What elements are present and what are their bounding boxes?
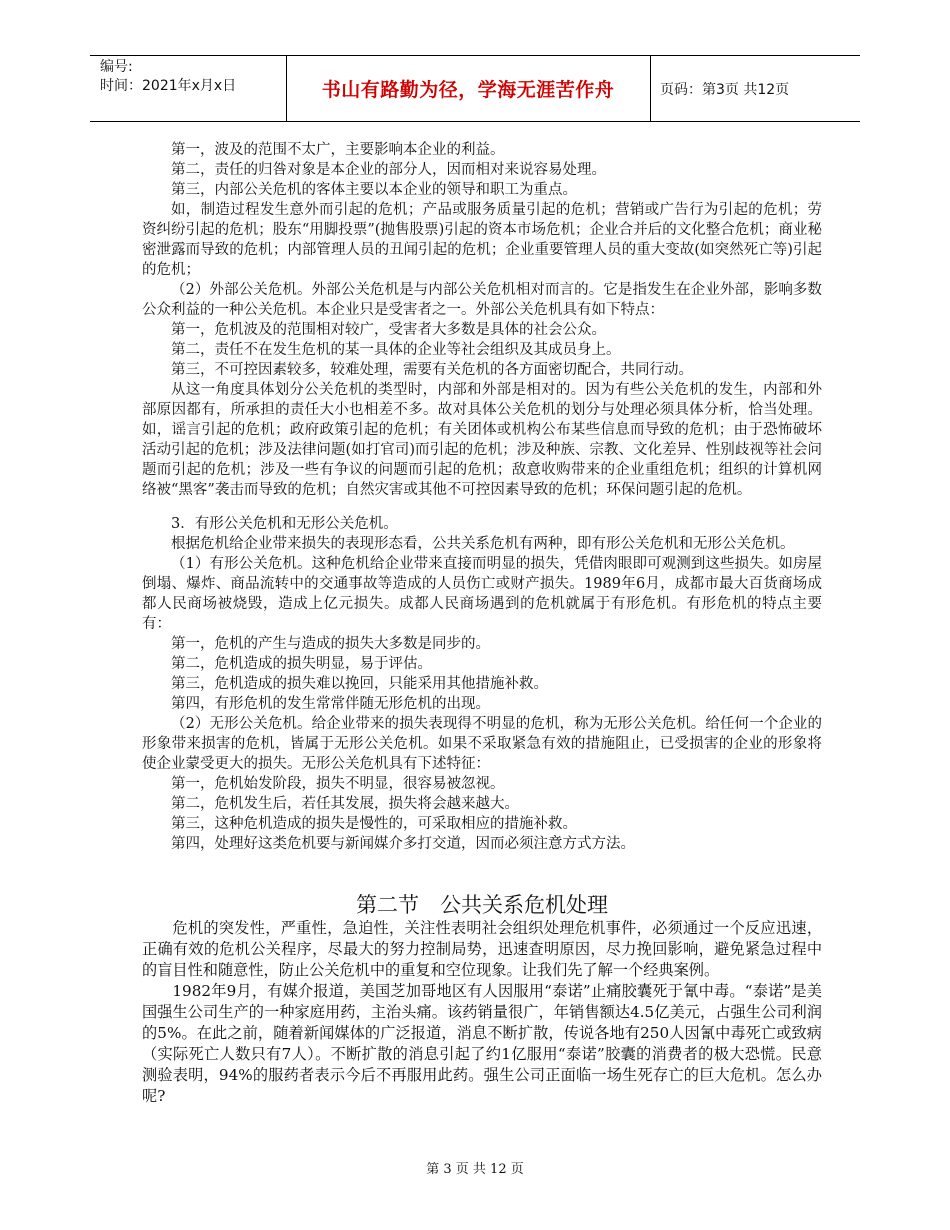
header-line-top xyxy=(90,55,860,56)
paragraph: 第一，波及的范围不太广，主要影响本企业的利益。 xyxy=(171,142,505,158)
paragraph: 第三，内部公关危机的客体主要以本企业的领导和职工为重点。 xyxy=(171,182,577,198)
paragraph: 第二，责任的归咎对象是本企业的部分人，因而相对来说容易处理。 xyxy=(171,162,606,178)
page-footer: 第 3 页 共 12 页 xyxy=(426,1162,524,1177)
paragraph: 第三，不可控因素较多，较难处理，需要有关危机的各方面密切配合，共同行动。 xyxy=(171,362,693,378)
doc-number-label: 编号: xyxy=(100,59,133,75)
paragraph: 第三，这种危机造成的损失是慢性的，可采取相应的措施补救。 xyxy=(171,816,577,832)
paragraph: 第二，危机发生后，若任其发展，损失将会越来越大。 xyxy=(171,796,519,812)
paragraph: 第四，处理好这类危机要与新闻媒介多打交道，因而必须注意方式方法。 xyxy=(171,836,635,852)
paragraph: 如，制造过程发生意外而引起的危机；产品或服务质量引起的危机；营销或广告行为引起的危机；劳资纠纷引起的危机；股东“用脚投票”(抛售股票)引起的资本市场危机；企业合并后的文化整合危机；商业秘密泄露而导致的危机；内部管理人员的丑闻引起的危机；企业重要管理人员的重大变故(如突然死亡等)引起的危机； xyxy=(142,202,822,278)
paragraph: 危机的突发性，严重性，急迫性，关注性表明社会组织处理危机事件，必须通过一个反应迅速，正确有效的危机公关程序，尽最大的努力控制局势，迅速查明原因，尽力挽回影响，避免紧急过程中的盲目性和随意性，防止公关危机中的重复和空位现象。让我们先了解一个经典案例。 xyxy=(142,919,822,979)
paragraph: 第一，危机波及的范围相对较广，受害者大多数是具体的社会公众。 xyxy=(171,322,606,338)
doc-time-label: 时间：2021年x月x日 xyxy=(100,78,237,94)
header-motto: 书山有路勤为径，学海无涯苦作舟 xyxy=(321,79,615,101)
paragraph: （2）外部公关危机。外部公关危机是与内部公关危机相对而言的。它是指发生在企业外部，影响多数公众利益的一种公关危机。本企业只是受害者之一。外部公关危机具有如下特点： xyxy=(142,282,822,318)
header-meta xyxy=(100,58,236,96)
paragraph: 1982年9月，有媒介报道，美国芝加哥地区有人因服用“泰诺”止痛胶囊死于氰中毒。“泰诺”是美国强生公司生产的一种家庭用药，主治头痛。该药销量很广，年销售额达4.5亿美元，占强生公司利润的5%。在此之前，随着新闻媒体的广泛报道，消息不断扩散，传说各地有250人因氰中毒死亡或致病（实际死亡人数只有7人）。不断扩散的消息引起了约1亿服用“泰诺”胶囊的消费者的极大恐慌。民意测验表明，94%的服药者表示今后不再服用此药。强生公司正面临一场生死存亡的巨大危机。怎么办呢? xyxy=(142,982,822,1105)
paragraph: 根据危机给企业带来损失的表现形态看，公共关系危机有两种，即有形公关危机和无形公关危机。 xyxy=(171,536,795,552)
document-body xyxy=(142,140,822,1107)
paragraph: 第一，危机的产生与造成的损失大多数是同步的。 xyxy=(171,636,490,652)
header-line-bottom xyxy=(90,121,860,122)
header-divider-right xyxy=(650,56,651,121)
paragraph: 第二，责任不在发生危机的某一具体的企业等社会组织及其成员身上。 xyxy=(171,342,621,358)
paragraph: 第四，有形危机的发生常常伴随无形危机的出现。 xyxy=(171,696,490,712)
paragraph: 第二，危机造成的损失明显，易于评估。 xyxy=(171,656,432,672)
paragraph: （2）无形公关危机。给企业带来的损失表现得不明显的危机，称为无形公关危机。给任何一个企业的形象带来损害的危机，皆属于无形公关危机。如果不采取紧急有效的措施阻止，已受损害的企业的形象将使企业蒙受更大的损失。无形公关危机具有下述特征： xyxy=(142,716,822,772)
paragraph: 第三，危机造成的损失难以挽回，只能采用其他措施补救。 xyxy=(171,676,548,692)
paragraph: （1）有形公关危机。这种危机给企业带来直接而明显的损失，凭借肉眼即可观测到这些损失。如房屋倒塌、爆炸、商品流转中的交通事故等造成的人员伤亡或财产损失。1989年6月，成都市最大百货商场成都人民商场被烧毁，造成上亿元损失。成都人民商场遇到的危机就属于有形危机。有形危机的特点主要有： xyxy=(142,556,822,632)
paragraph: 第一，危机始发阶段，损失不明显，很容易被忽视。 xyxy=(171,776,505,792)
header-page-label: 页码：第3页 共12页 xyxy=(660,82,790,98)
subheading: 3．有形公关危机和无形公关危机。 xyxy=(171,516,398,532)
section-title: 第二节 公共关系危机处理 xyxy=(356,893,608,917)
paragraph: 从这一角度具体划分公关危机的类型时，内部和外部是相对的。因为有些公关危机的发生，内部和外部原因都有，所承担的责任大小也相差不多。故对具体公关危机的划分与处理必须具体分析，恰当处理。如，谣言引起的危机；政府政策引起的危机；有关团体或机构公布某些信息而导致的危机；由于恐怖破坏活动引起的危机；涉及法律问题(如打官司)而引起的危机；涉及种族、宗教、文化差异、性别歧视等社会问题而引起的危机；涉及一些有争议的问题而引起的危机；敌意收购带来的企业重组危机；组织的计算机网络被“黑客”袭击而导致的危机；自然灾害或其他不可控因素导致的危机；环保问题引起的危机。 xyxy=(142,382,822,498)
